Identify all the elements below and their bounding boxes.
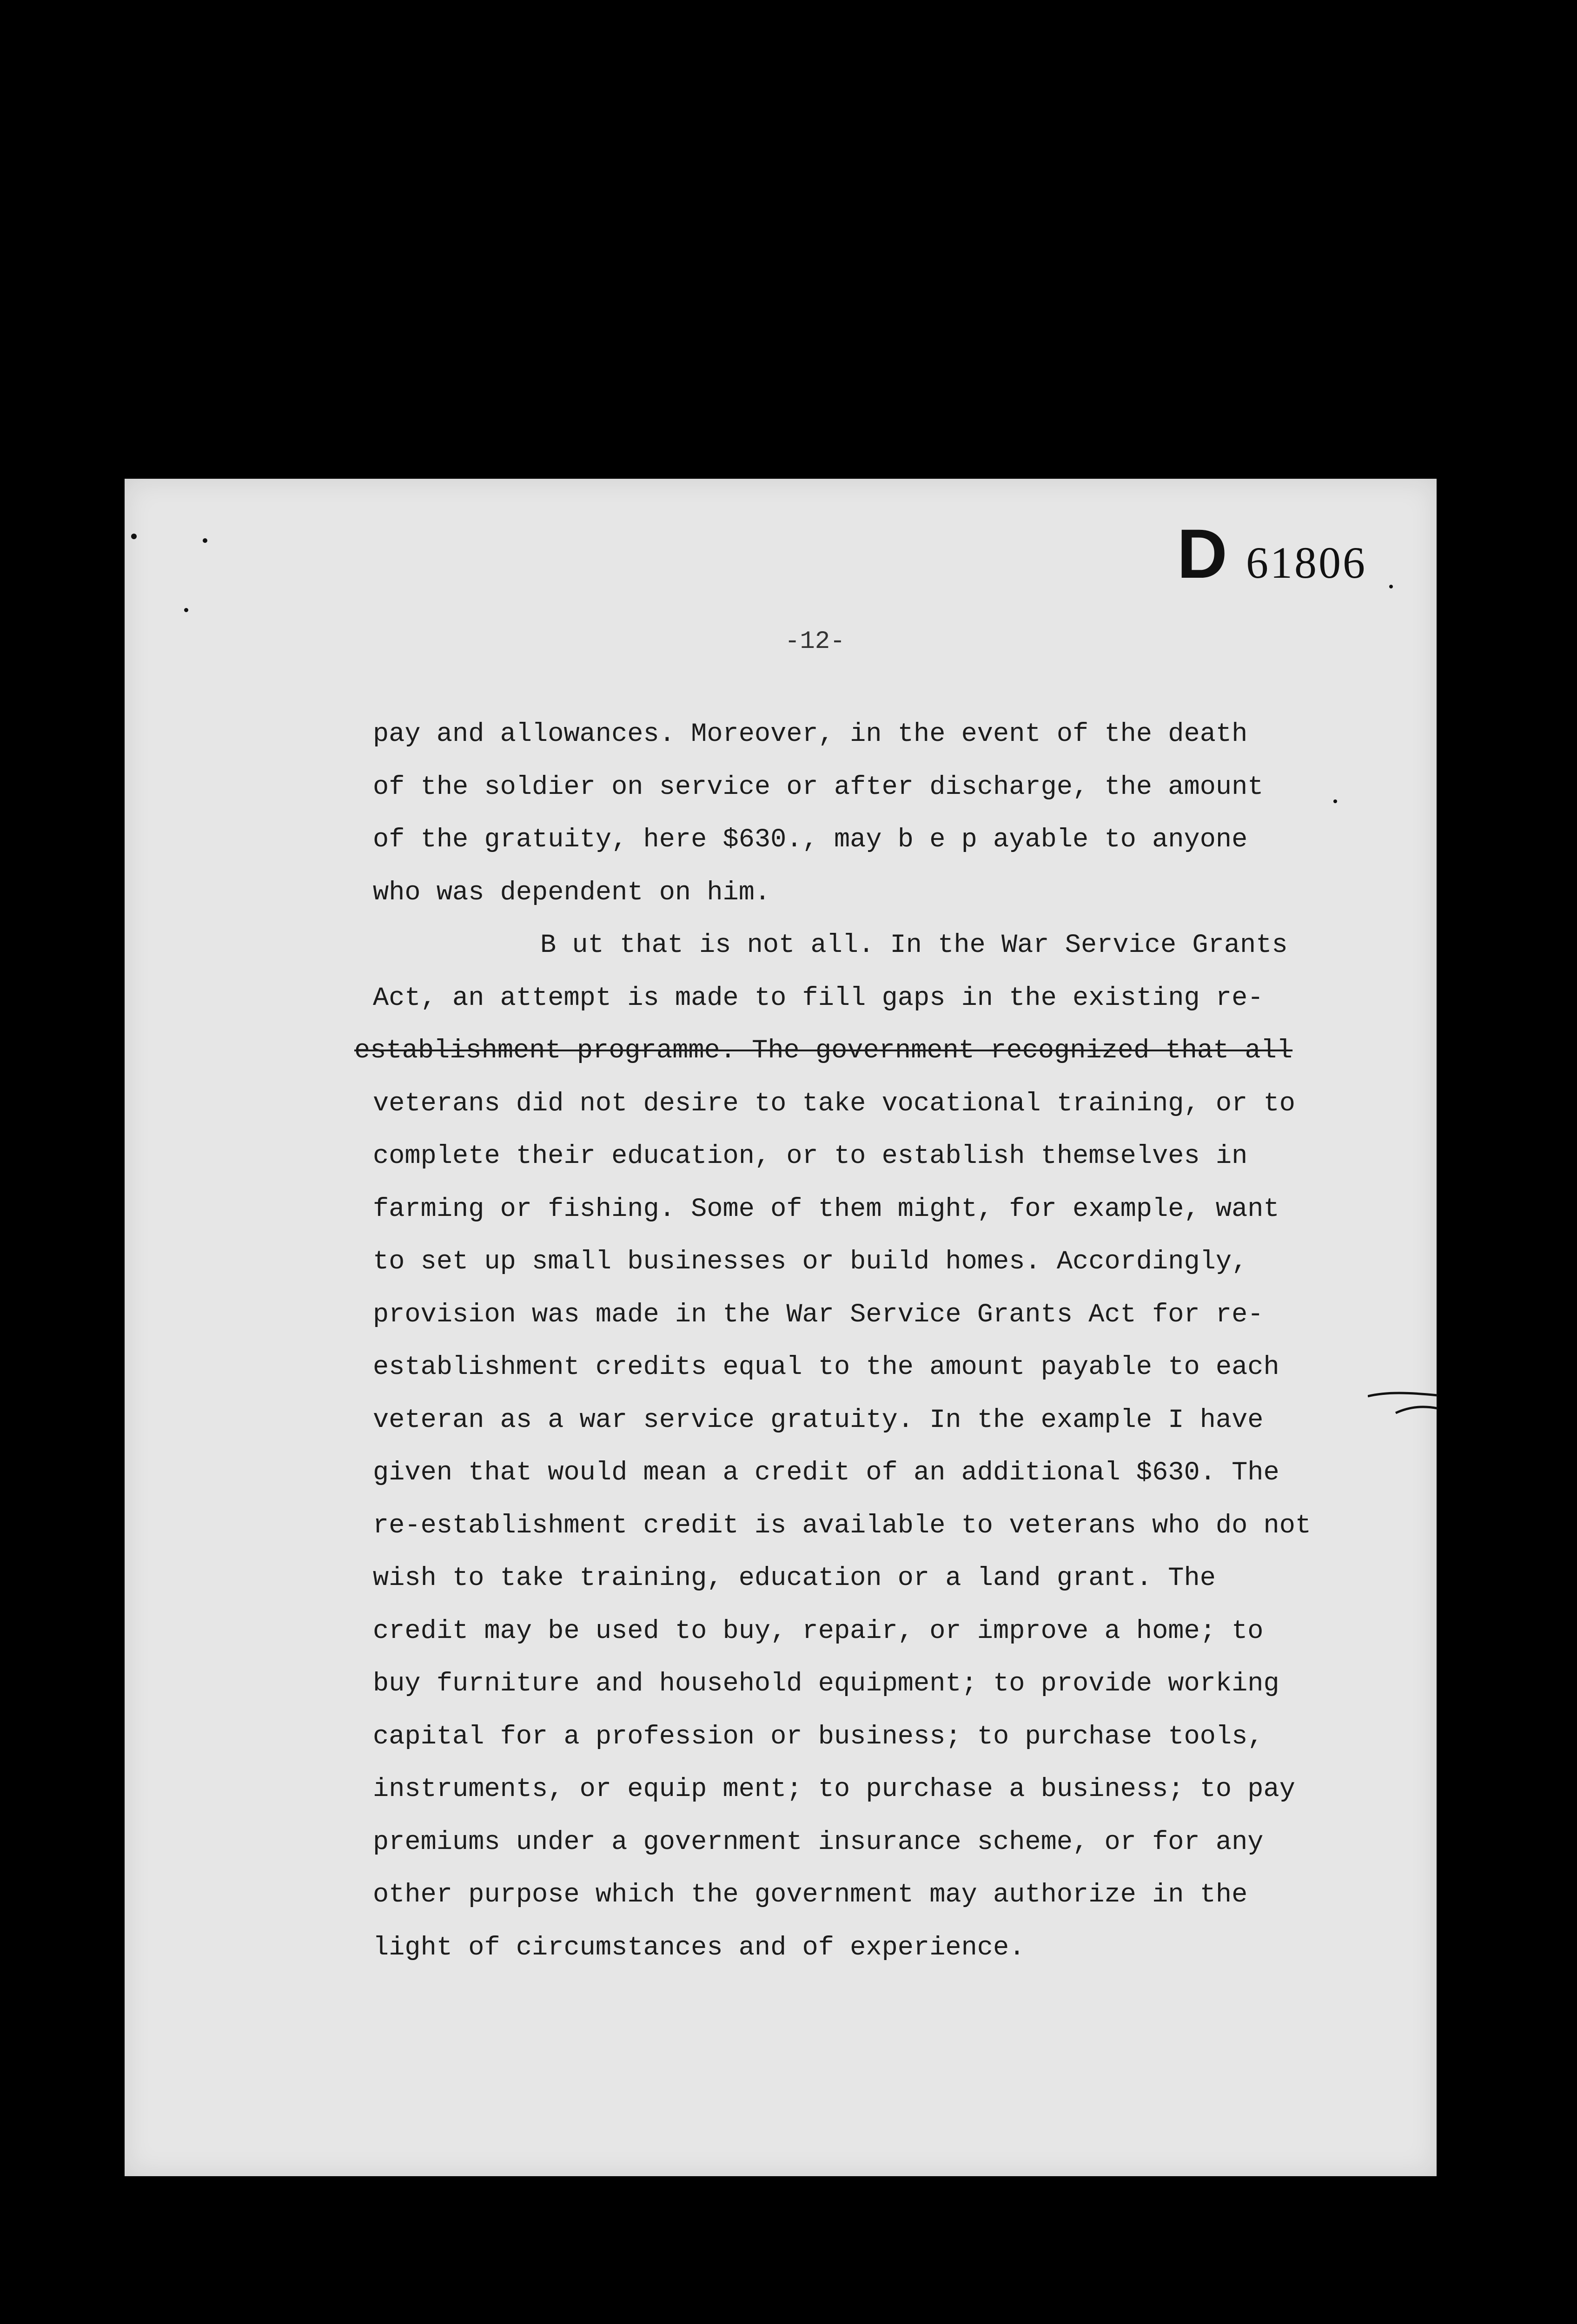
margin-pen-mark [1368,1390,1438,1418]
text-line: B ut that is not all. In the War Service Grants [540,931,1288,960]
paper-speck [1333,799,1337,803]
paper-speck [184,608,188,612]
text-line: given that would mean a credit of an additional $630. The [373,1458,1279,1488]
text-line: to set up small businesses or build homes. Accordingly, [373,1247,1248,1277]
text-line: Act, an attempt is made to fill gaps in the existing re- [373,983,1264,1013]
text-line: complete their education, or to establish themselves in [373,1142,1248,1171]
text-line: farming or fishing. Some of them might, for example, want [373,1194,1279,1224]
text-line: wish to take training, education or a land grant. The [373,1564,1216,1593]
text-line: provision was made in the War Service Grants Act for re- [373,1300,1264,1330]
text-line: pay and allowances. Moreover, in the event of the death [373,720,1248,749]
text-line: buy furniture and household equipment; to provide working [373,1669,1279,1699]
text-line: premiums under a government insurance scheme, or for any [373,1827,1264,1857]
text-line: other purpose which the government may authorize in the [373,1880,1248,1910]
stamp-number: 61806 [1246,538,1367,588]
text-line: veteran as a war service gratuity. In the example I have [373,1405,1264,1435]
paper-speck [203,538,207,543]
paper-speck [131,534,137,539]
text-line: instruments, or equip ment; to purchase a business; to pay [373,1775,1295,1804]
text-line: veterans did not desire to take vocational training, or to [373,1089,1295,1119]
text-line: establishment credits equal to the amount payable to each [373,1353,1279,1382]
text-line: who was dependent on him. [373,878,771,908]
text-line: light of circumstances and of experience. [373,1933,1025,1963]
stamp-letter: D [1177,515,1227,593]
paper-speck [1389,585,1393,588]
document-stamp [1177,515,1367,593]
struck-text-line [354,1025,1433,1078]
page-number: -12- [785,627,845,656]
text-line: credit may be used to buy, repair, or improve a home; to [373,1616,1264,1646]
text-line: capital for a profession or business; to purchase tools, [373,1722,1264,1752]
text-line: re-establishment credit is available to veterans who do not [373,1511,1312,1541]
text-line: of the gratuity, here $630., may b e p ayable to anyone [373,825,1248,855]
text-line: of the soldier on service or after discharge, the amount [373,772,1264,802]
struck-text: establishment programme. The government recognized that all [354,1036,1293,1066]
body-text [354,708,1433,1974]
document-page [125,479,1437,2176]
